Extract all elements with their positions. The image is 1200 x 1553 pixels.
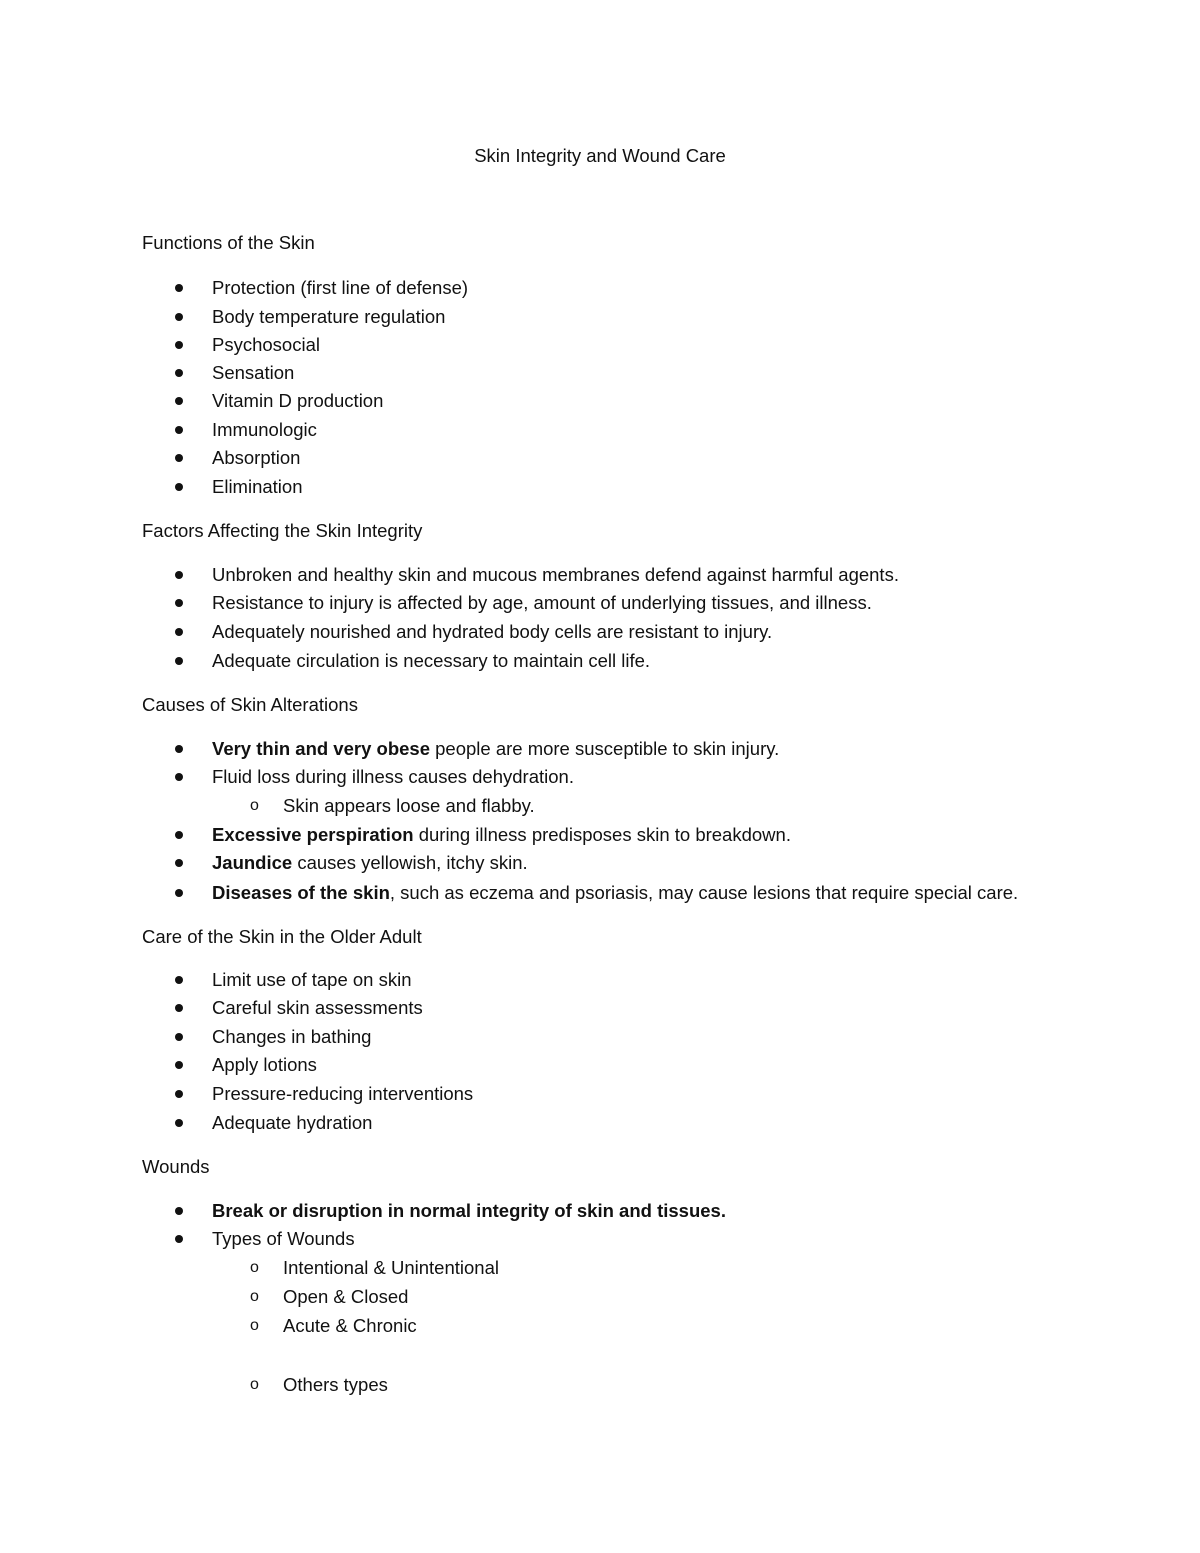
list-item: Adequate circulation is necessary to maintain cell life.: [212, 650, 651, 671]
item-text: during illness predisposes skin to breakdown.: [413, 824, 791, 845]
list-item: [212, 737, 779, 761]
bold-term: Jaundice: [212, 852, 293, 873]
bold-term: Break or disruption in normal integrity of skin and tissues.: [212, 1200, 726, 1221]
list-item: [212, 881, 1018, 905]
bold-term: Very thin and very obese: [212, 738, 430, 759]
list-item: Adequate hydration: [212, 1112, 373, 1133]
list-item: Immunologic: [212, 419, 317, 440]
sub-list-item: o Acute & Chronic: [283, 1314, 417, 1338]
list-item: Apply lotions: [212, 1054, 317, 1075]
list-item: [212, 765, 574, 789]
sub-list-item: o Intentional & Unintentional: [283, 1256, 499, 1280]
list-item: Elimination: [212, 476, 303, 497]
list-item: Protection (first line of defense): [212, 277, 469, 298]
list-item: Vitamin D production: [212, 390, 384, 411]
list-item: [212, 1199, 726, 1223]
list-item: Adequately nourished and hydrated body cells are resistant to injury.: [212, 621, 773, 642]
list-item: Careful skin assessments: [212, 997, 423, 1018]
item-text: Fluid loss during illness causes dehydration.: [212, 766, 574, 787]
list-item: Limit use of tape on skin: [212, 969, 412, 990]
list-item: Unbroken and healthy skin and mucous membranes defend against harmful agents.: [212, 564, 899, 585]
item-text: causes yellowish, itchy skin.: [292, 852, 528, 873]
list-item: Sensation: [212, 362, 295, 383]
list-item: Pressure-reducing interventions: [212, 1083, 474, 1104]
section-heading-wounds: Wounds: [142, 1156, 210, 1177]
sub-list-item: o Skin appears loose and flabby.: [283, 794, 535, 818]
list-item: Resistance to injury is affected by age, amount of underlying tissues, and illness.: [212, 592, 872, 613]
bold-term: Excessive perspiration: [212, 824, 414, 845]
section-heading-causes: Causes of Skin Alterations: [142, 694, 358, 715]
sub-list-item: o Open & Closed: [283, 1285, 408, 1309]
item-text: , such as eczema and psoriasis, may cause lesions that require special care.: [389, 882, 1019, 903]
item-text: people are more susceptible to skin injury.: [429, 738, 780, 759]
list-item: [212, 823, 791, 847]
list-item: Body temperature regulation: [212, 306, 446, 327]
section-heading-factors: Factors Affecting the Skin Integrity: [142, 520, 423, 541]
list-item: Changes in bathing: [212, 1026, 372, 1047]
document-title: Skin Integrity and Wound Care: [474, 145, 726, 166]
list-item: Types of Wounds: [212, 1228, 355, 1249]
bold-term: Diseases of the skin: [212, 882, 390, 903]
sub-list-item: o Others types: [283, 1373, 388, 1397]
list-item: Psychosocial: [212, 334, 320, 355]
section-heading-older-adult: Care of the Skin in the Older Adult: [142, 926, 422, 947]
section-heading-functions: Functions of the Skin: [142, 232, 315, 253]
list-item: Absorption: [212, 447, 301, 468]
list-item: [212, 851, 528, 875]
